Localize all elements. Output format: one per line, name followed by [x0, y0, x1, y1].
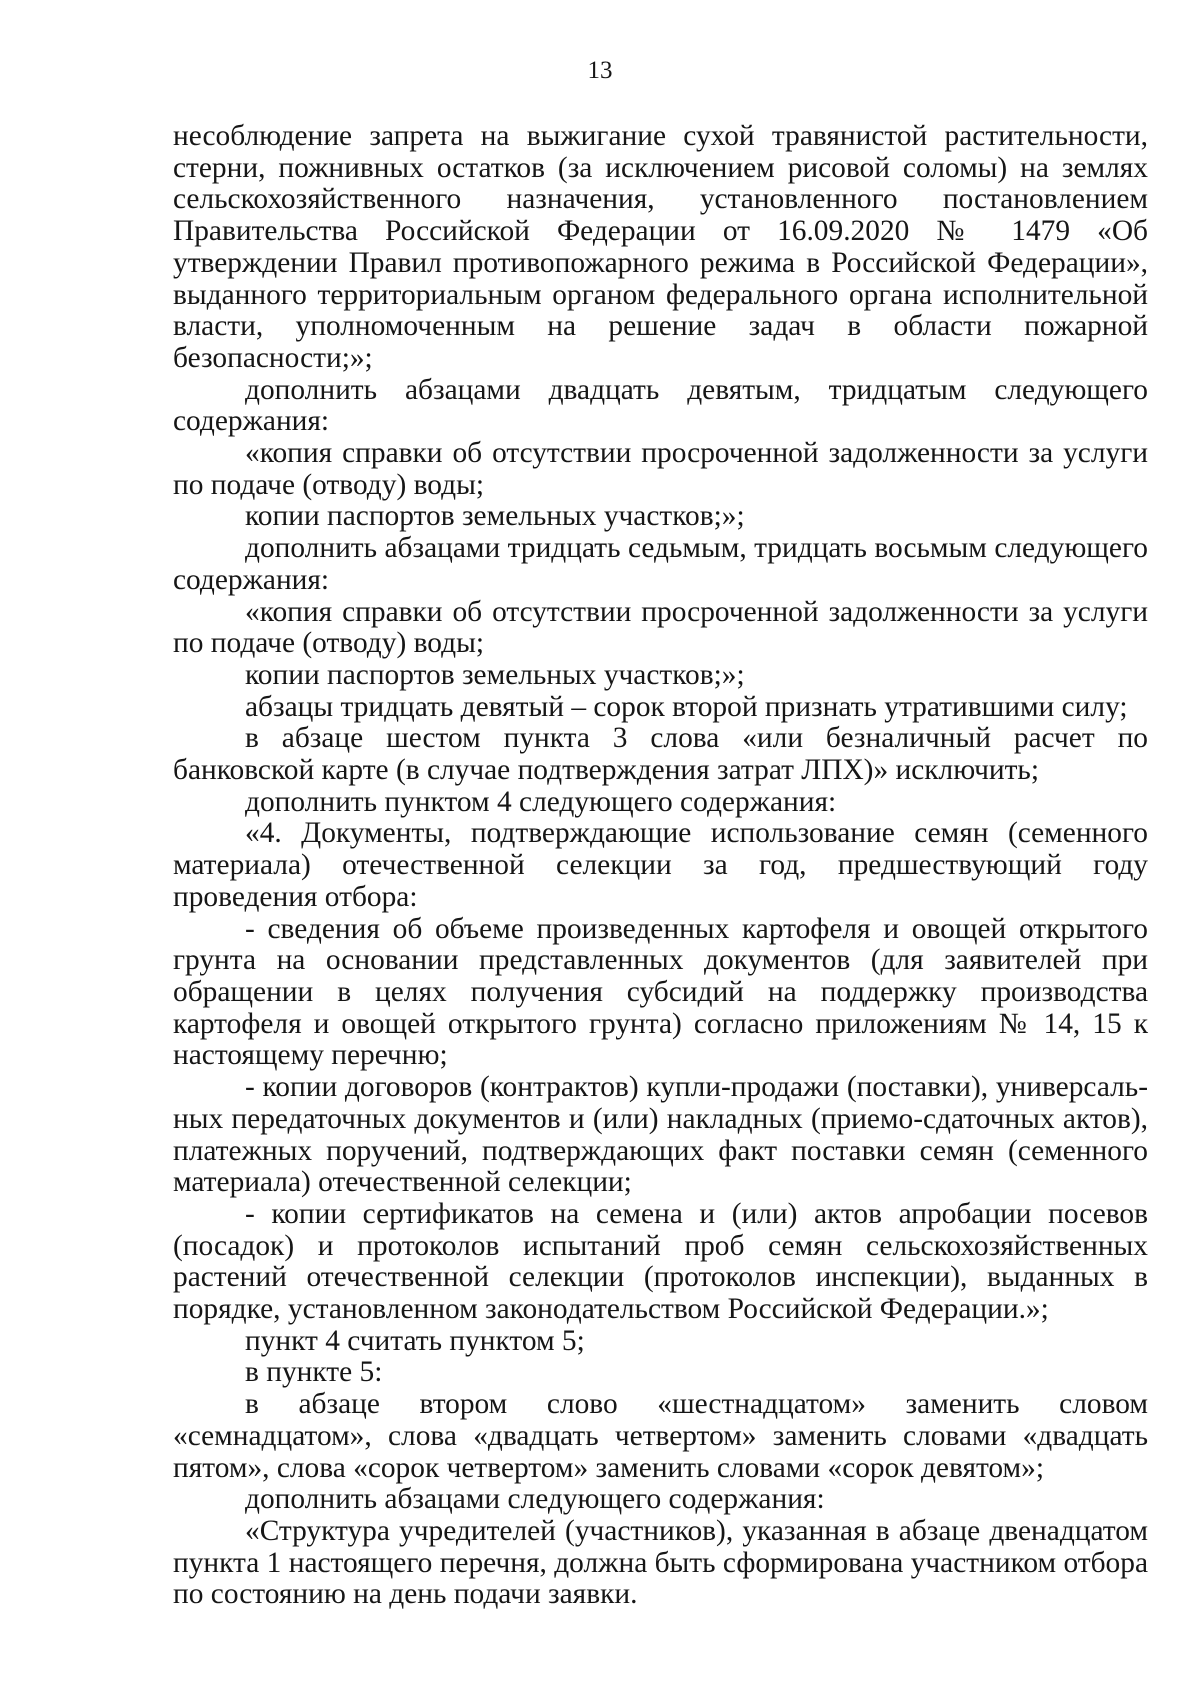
paragraph: в абзаце шестом пункта 3 слова «или безналичный расчет по банковской карте (в случае подтверждения затрат ЛПХ)» исключить; — [173, 722, 1148, 787]
paragraph: «копия справки об отсутствии просроченной задолженности за услуги по подаче (отводу) воды; — [173, 595, 1148, 660]
paragraph: «копия справки об отсутствии просроченной задолженности за услуги по подаче (отводу) воды; — [173, 437, 1148, 501]
paragraph: дополнить пунктом 4 следующего содержания: — [245, 785, 837, 818]
document-body — [173, 121, 1148, 1611]
paragraph: «Структура учредителей (участников), указанная в абзаце двенадцатом пункта 1 настоящего перечня, должна быть сформирована участником отбора по состоянию на день подачи заявки. — [173, 1514, 1148, 1611]
paragraph: дополнить абзацами тридцать седьмым, тридцать восьмым следующего содержания: — [173, 532, 1148, 596]
paragraph: дополнить абзацами следующего содержания: — [245, 1483, 825, 1516]
paragraph: несоблюдение запрета на выжигание сухой травянистой растительности, стерни, пожнивных остатков (за исключением рисовой соломы) на землях сельскохозяйственного назначения, установленного постановлением Правительства Российской Федерации от 16.09.2020 № 1479 «Об утверждении Правил противопожарного режима в Российской Федерации», выданного территориальным органом федерального органа исполнительной власти, уполномоченным на решение задач в области пожарной безопасности;»; — [173, 120, 1148, 374]
paragraph: «4. Документы, подтверждающие использование семян (семенного материала) отечественной селекции за год, предшествующий году проведения отбора: — [173, 817, 1148, 913]
paragraph: дополнить абзацами двадцать девятым, тридцатым следующего содержания: — [173, 373, 1148, 438]
paragraph: пункт 4 считать пунктом 5; — [245, 1324, 585, 1357]
paragraph: - сведения об объеме произведенных картофеля и овощей открытого грунта на основании представленных документов (для заявителей при обращении в целях получения субсидий на поддержку производства картофеля и овощей открытого грунта) согласно приложениям № 14, 15 к настоящему перечню; — [173, 912, 1148, 1072]
paragraph: в абзаце втором слово «шестнадцатом» заменить словом «семнадцатом», слова «двадцать четвертом» заменить словами «двадцать пятом», слова «сорок четвертом» заменить словами «сорок девятом»; — [173, 1388, 1148, 1484]
paragraph: в пункте 5: — [245, 1356, 383, 1389]
paragraph: - копии договоров (контрактов) купли-продажи (поставки), универсальных передаточных документов и (или) накладных (приемо-сдаточных актов), платежных поручений, подтверждающих факт поставки семян (семенного материала) отечественной селекции; — [173, 1071, 1148, 1199]
paragraph: копии паспортов земельных участков;»; — [245, 658, 745, 691]
paragraph: копии паспортов земельных участков;»; — [245, 500, 745, 533]
paragraph: - копии сертификатов на семена и (или) актов апробации посевов (посадок) и протоколов испытаний проб семян сельскохозяйственных растений отечественной селекции (протоколов инспекции), выданных в порядке, установленном законодательством Российской Федерации.»; — [173, 1197, 1148, 1326]
page-number: 13 — [587, 57, 613, 84]
paragraph: абзацы тридцать девятый – сорок второй признать утратившими силу; — [245, 690, 1128, 723]
